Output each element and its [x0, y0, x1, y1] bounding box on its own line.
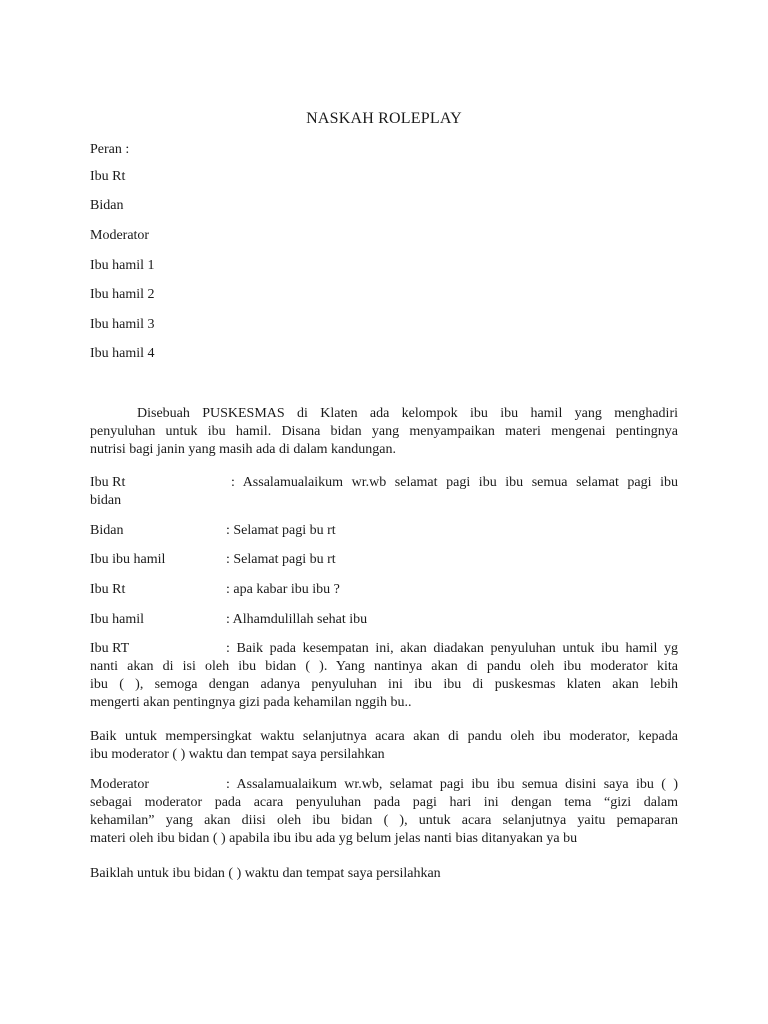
document-title: NASKAH ROLEPLAY — [306, 110, 462, 127]
dialog-line: : Selamat pagi bu rt — [226, 552, 336, 567]
speaker-label: Ibu Rt — [90, 475, 126, 490]
speaker-label: Ibu Rt — [90, 582, 126, 597]
role-item: Moderator — [90, 228, 150, 243]
dialog-line: sebagai moderator pada acara penyuluhan pada pagi hari ini dengan tema “gizi dalam — [90, 795, 678, 810]
dialog-line: : Alhamdulillah sehat ibu — [226, 612, 368, 627]
intro-line: Disebuah PUSKESMAS di Klaten ada kelompok ibu ibu hamil yang menghadiri — [137, 406, 678, 421]
dialog-line: : Selamat pagi bu rt — [226, 523, 336, 538]
dialog-line: bidan — [90, 493, 122, 508]
dialog-line: : apa kabar ibu ibu ? — [226, 582, 340, 597]
role-item: Ibu hamil 2 — [90, 287, 155, 302]
dialog-line: materi oleh ibu bidan ( ) apabila ibu ibu ada yg belum jelas nanti bias ditanyakan ya bu — [90, 831, 578, 846]
speaker-label: Ibu RT — [90, 641, 130, 656]
closing-line: Baiklah untuk ibu bidan ( ) waktu dan tempat saya persilahkan — [90, 866, 441, 881]
dialog-line: nanti akan di isi oleh ibu bidan ( ). Yang nantinya akan di pandu oleh ibu moderator kita — [90, 659, 678, 674]
dialog-line: : Assalamualaikum wr.wb, selamat pagi ibu ibu semua disini saya ibu ( ) — [226, 777, 678, 792]
dialog-line: mengerti akan pentingnya gizi pada kehamilan nggih bu.. — [90, 695, 412, 710]
dialog-line: kehamilan” yang akan diisi oleh ibu bidan ( ), untuk acara selanjutnya yaitu pemaparan — [90, 813, 678, 828]
role-item: Ibu hamil 3 — [90, 317, 155, 332]
roles-header: Peran : — [90, 142, 130, 157]
role-item: Ibu hamil 4 — [90, 346, 155, 361]
role-item: Ibu Rt — [90, 169, 126, 184]
transition-paragraph — [90, 728, 678, 764]
transition-line: Baik untuk mempersingkat waktu selanjutnya acara akan di pandu oleh ibu moderator, kepada — [90, 729, 678, 744]
speaker-label: Bidan — [90, 523, 124, 538]
intro-line: penyuluhan untuk ibu hamil. Disana bidan yang menyampaikan materi mengenai pentingnya — [90, 424, 678, 439]
transition-line: ibu moderator ( ) waktu dan tempat saya persilahkan — [90, 747, 385, 762]
intro-line: nutrisi bagi janin yang masih ada di dalam kandungan. — [90, 442, 396, 457]
dialog-line: ibu ( ), semoga dengan adanya penyuluhan ini ibu ibu di puskesmas klaten akan lebih — [90, 677, 678, 692]
dialog-line: : Baik pada kesempatan ini, akan diadakan penyuluhan untuk ibu hamil yg — [226, 641, 678, 656]
speaker-label: Ibu ibu hamil — [90, 552, 166, 567]
role-item: Bidan — [90, 198, 124, 213]
dialog-line: : Assalamualaikum wr.wb selamat pagi ibu ibu semua selamat pagi ibu — [231, 475, 678, 490]
speaker-label: Ibu hamil — [90, 612, 145, 627]
role-item: Ibu hamil 1 — [90, 258, 155, 273]
speaker-label: Moderator — [90, 777, 150, 792]
intro-paragraph — [90, 405, 678, 459]
